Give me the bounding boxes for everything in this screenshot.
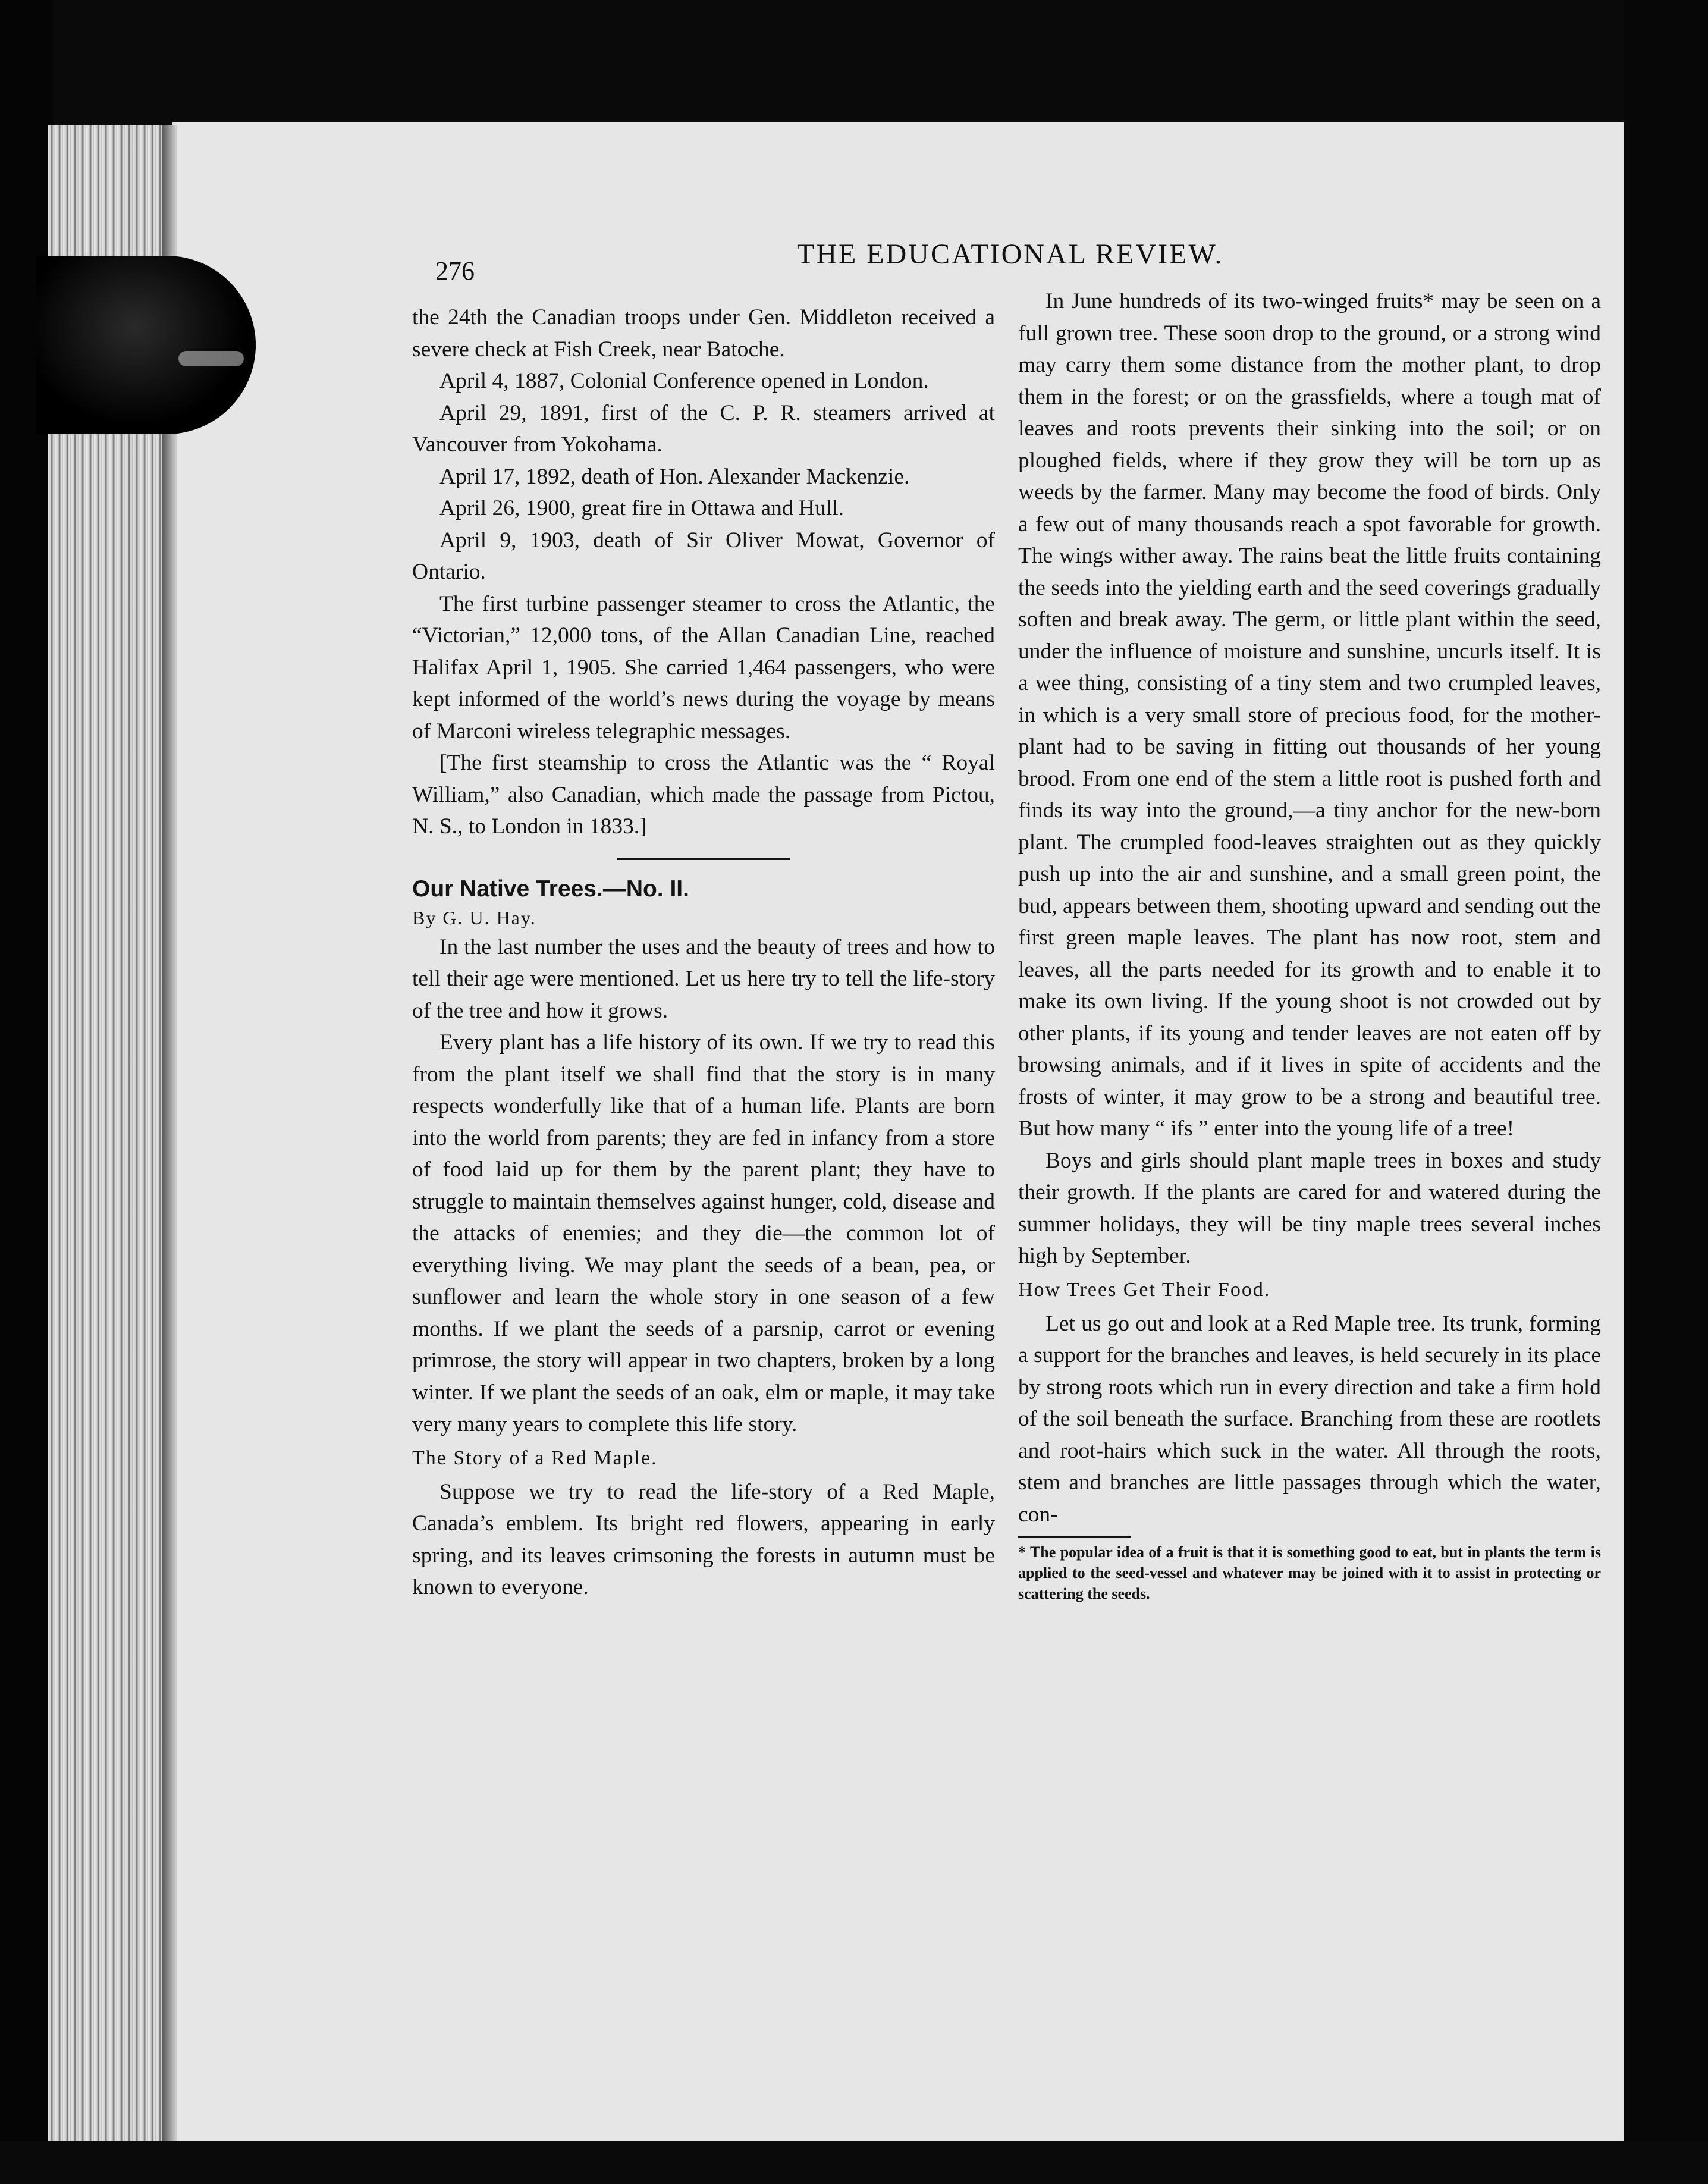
scan-right-border [1624,0,1708,2184]
body-paragraph: In June hundreds of its two-winged fruits* may be seen on a full grown tree. These soon drop to the ground, or a strong wind may carry them some distance from the mother plant, to drop them in the forest; or on the grassfields, where a tough mat of leaves and roots prevents their sinking into the soil; or on ploughed fields, where if they grow they will be torn up as weeds by the farmer. Many may become the food of birds. Only a few out of many thousands reach a spot favorable for growth. The wings wither away. The rains beat the little fruits containing the seeds into the yielding earth and the seed coverings gradually soften and break away. The germ, or little plant within the seed, under the influence of moisture and sunshine, uncurls itself. It is a wee thing, consisting of a tiny stem and two crumpled leaves, in which is a very small store of precious food, for the mother-plant had to be saving in fitting out thousands of her young brood. From one end of the stem a little root is pushed forth and finds its way into the ground,—a tiny anchor for the new-born plant. The crumpled food-leaves straighten out as they quickly push up into the air and sunshine, and a small green point, the bud, appears between them, shooting upward and sending out the first green maple leaves. The plant has now root, stem and leaves, all the parts needed for its growth and to enable it to make its own living. If the young shoot is not crowded out by other plants, if its young and tender leaves are not eaten off by browsing animals, and if it lives in spite of accidents and the frosts of winter, it may grow to be a strong and beautiful tree. But how many “ ifs ” enter into the young life of a tree! [1018,289,1601,1141]
body-paragraph: Suppose we try to read the life-story of a Red Maple, Canada’s emblem. Its bright red flowers, appearing in early spring, and its leaves crimsoning the forests in autumn must be known to everyone. [412,1479,995,1599]
chronology-entry: April 29, 1891, first of the C. P. R. steamers arrived at Vancouver from Yokohama. [412,400,995,457]
binder-clip [36,256,256,434]
body-paragraph: Boys and girls should plant maple trees in boxes and study their growth. If the plants are cared for and watered during the summer holidays, they will be tiny maple trees several inches high by September. [1018,1148,1601,1268]
chronology-entry: April 17, 1892, death of Hon. Alexander Mackenzie. [439,464,910,489]
scan-top-border [0,0,1708,125]
running-title: THE EDUCATIONAL REVIEW. [797,239,1224,270]
chronology-entry: the 24th the Canadian troops under Gen. Middleton received a severe check at Fish Creek, near Batoche. [412,305,995,362]
footnote-rule [1018,1536,1131,1538]
binder-clip-highlight [178,351,244,366]
page-number: 276 [435,256,475,285]
chronology-note: [The first steamship to cross the Atlantic was the “ Royal William,” also Canadian, which made the passage from Pictou, N. S., to London in 1833.] [412,751,995,839]
article-byline: By G. U. Hay. [412,906,536,928]
article-title: Our Native Trees.—No. II. [412,876,689,902]
section-divider [617,858,790,860]
chronology-entry: April 9, 1903, death of Sir Oliver Mowat, Governor of Ontario. [412,528,995,584]
chronology-entry: The first turbine passenger steamer to cross the Atlantic, the “Victorian,” 12,000 tons, of the Allan Canadian Line, reached Halifax April 1, 1905. She carried 1,464 passengers, who were kept informed of the world’s news during the voyage by means of Marconi wireless telegraphic messages. [412,591,995,743]
body-paragraph: Every plant has a life history of its own. If we try to read this from the plant itself we shall find that the story is in many respects wonderfully like that of a human life. Plants are born into the world from parents; they are fed in infancy from a store of food laid up for them by the parent plant; they have to struggle to maintain themselves against hunger, cold, disease and the attacks of enemies; and they die—the common lot of everything living. We may plant the seeds of a bean, pea, or sunflower and learn the whole story in one season of a few months. If we plant the seeds of a parsnip, carrot or evening primrose, the story will appear in two chapters, broken by a long winter. If we plant the seeds of an oak, elm or maple, it may take very many years to complete this life story. [412,1030,995,1436]
body-paragraph: Let us go out and look at a Red Maple tree. Its trunk, forming a support for the branches and leaves, is held securely in its place by strong roots which run in every direction and take a firm hold of the soil beneath the surface. Branching from these are rootlets and root-hairs which suck in the water. All through the roots, stem and branches are little passages through which the water, con- [1018,1311,1601,1527]
right-column [1018,285,1601,1604]
scan-bottom-border [0,2141,1708,2184]
chronology-entry: April 4, 1887, Colonial Conference opened in London. [439,369,929,393]
section-heading: How Trees Get Their Food. [1018,1278,1271,1301]
left-column [412,302,995,1604]
footnote: * The popular idea of a fruit is that it is something good to eat, but in plants the term is applied to the seed-vessel and whatever may be joined with it to assist in protecting or scattering the seeds. [1018,1543,1601,1602]
chronology-entry: April 26, 1900, great fire in Ottawa and Hull. [439,496,844,520]
body-paragraph: In the last number the uses and the beauty of trees and how to tell their age were mentioned. Let us here try to tell the life-story of the tree and how it grows. [412,934,995,1023]
section-heading: The Story of a Red Maple. [412,1446,658,1469]
